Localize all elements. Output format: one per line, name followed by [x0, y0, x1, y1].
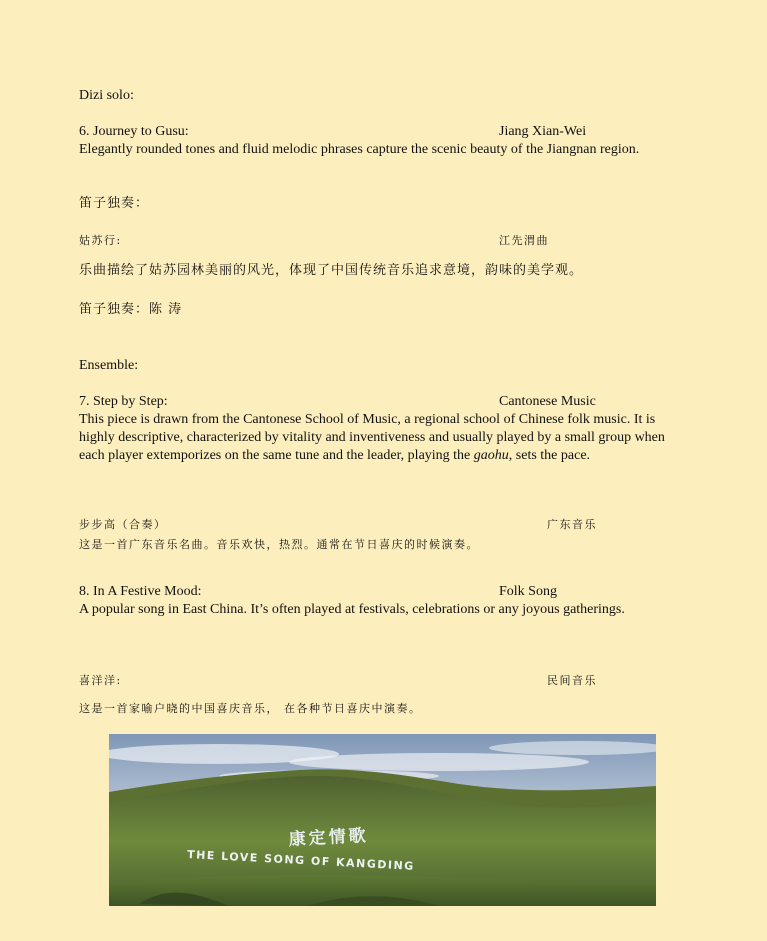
- festive-title: 8. In A Festive Mood:: [79, 584, 202, 599]
- festive-description: A popular song in East China. It’s often played at festivals, celebrations or any joyous gatherings.: [79, 602, 625, 617]
- festive-zh-description: 这是一首家喻户晓的中国喜庆音乐， 在各种节日喜庆中演奏。: [79, 702, 422, 715]
- dizi-zh-performer: 笛子独奏：陈 涛: [79, 302, 183, 317]
- dizi-zh-heading: 笛子独奏：: [79, 196, 150, 211]
- hillside-text-zh: 康定情歌: [288, 825, 370, 850]
- ensemble-title: 7. Step by Step:: [79, 394, 168, 409]
- ensemble-composer: Cantonese Music: [499, 394, 596, 409]
- ensemble-zh-title: 步步高（合奏）: [79, 518, 167, 531]
- dizi-composer: Jiang Xian-Wei: [499, 124, 587, 139]
- ensemble-desc-after: , sets the pace.: [508, 448, 591, 463]
- dizi-zh-composer: 江先渭曲: [499, 234, 549, 247]
- festive-composer: Folk Song: [499, 584, 557, 599]
- dizi-title: 6. Journey to Gusu:: [79, 124, 189, 139]
- kangding-hillside-photo: [109, 734, 656, 906]
- dizi-zh-title: 姑苏行:: [79, 234, 122, 247]
- festive-zh-title: 喜洋洋:: [79, 674, 122, 687]
- hillside-text-en: THE LOVE SONG OF KANGDING: [186, 848, 416, 873]
- ensemble-description: [79, 411, 689, 465]
- dizi-heading: Dizi solo:: [79, 88, 134, 103]
- dizi-description: Elegantly rounded tones and fluid melodic phrases capture the scenic beauty of the Jiangnan region.: [79, 142, 640, 157]
- ensemble-desc-before: This piece is drawn from the Cantonese School of Music, a regional school of Chinese folk music. It is highly descriptive, characterized by vitality and inventiveness and usually played by a small group when each player extemporizes on the same tune and the leader, playing the: [79, 412, 665, 463]
- ensemble-zh-description: 这是一首广东音乐名曲。音乐欢快，热烈。通常在节日喜庆的时候演奏。: [79, 538, 479, 551]
- dizi-zh-description: 乐曲描绘了姑苏园林美丽的风光，体现了中国传统音乐追求意境，韵味的美学观。: [79, 263, 584, 278]
- ensemble-zh-composer: 广东音乐: [547, 518, 597, 531]
- ensemble-heading: Ensemble:: [79, 358, 139, 373]
- ensemble-desc-em: gaohu: [473, 448, 509, 463]
- festive-zh-composer: 民间音乐: [547, 674, 597, 687]
